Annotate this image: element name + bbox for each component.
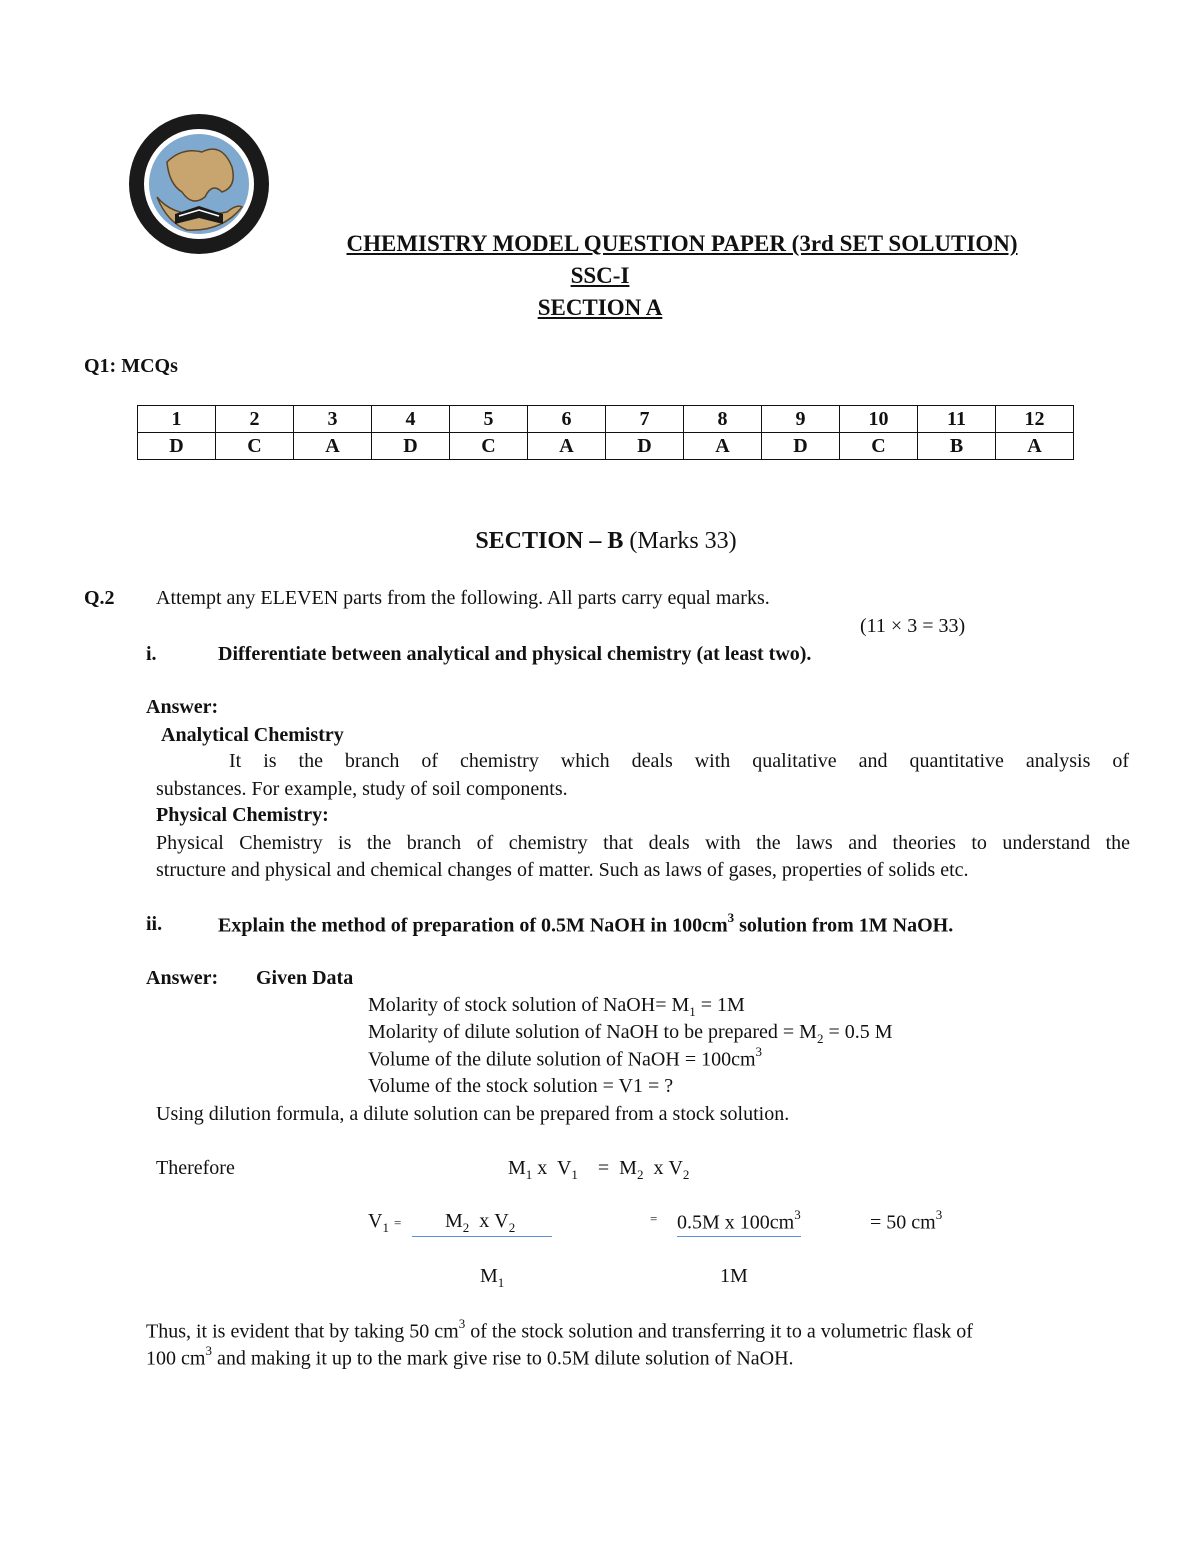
v1-label — [368, 1209, 401, 1236]
mcq-number-cell: 1 — [138, 406, 216, 433]
given-line-1 — [368, 993, 745, 1020]
q2-instruction: Attempt any ELEVEN parts from the following. All parts carry equal marks. — [156, 587, 770, 609]
paper-title: CHEMISTRY MODEL QUESTION PAPER (3rd SET SOLUTION) — [346, 231, 1018, 256]
part-ii-question — [218, 912, 953, 939]
given-text: = 0.5 M — [823, 1021, 893, 1043]
mcq-answer-cell: D — [762, 433, 840, 460]
equals-small: = — [650, 1211, 658, 1226]
given-text: = 1M — [695, 994, 745, 1016]
mcq-number-cell: 3 — [294, 406, 372, 433]
given-text: Molarity of stock solution of NaOH= M — [368, 994, 690, 1016]
subscript: 2 — [816, 1031, 824, 1046]
conclusion-text: and making it up to the mark give rise to 0.5M dilute solution of NaOH. — [211, 1347, 794, 1370]
physical-heading: Physical Chemistry: — [156, 804, 329, 826]
superscript: 3 — [727, 910, 735, 925]
physical-text-line1: Physical Chemistry is the branch of chemistry that deals with the laws and theories to understand the — [156, 832, 1130, 854]
part-i-number: i. — [146, 643, 157, 665]
eq-symbol: x — [479, 1210, 490, 1232]
section-b-marks: (Marks 33) — [629, 528, 737, 554]
mcq-numbers-row — [138, 406, 1074, 433]
mcq-answer-cell: A — [684, 433, 762, 460]
conclusion-line-2 — [146, 1345, 794, 1372]
part-ii-question-text: Explain the method of preparation of 0.5M NaOH in 100cm — [218, 914, 728, 937]
analytical-text-line1: It is the branch of chemistry which deals with qualitative and quantitative analysis of — [229, 750, 1129, 772]
mcq-number-cell: 5 — [450, 406, 528, 433]
mcq-number-cell: 9 — [762, 406, 840, 433]
subscript: 1 — [571, 1167, 578, 1182]
analytical-text-line2: substances. For example, study of soil components. — [156, 778, 568, 800]
subscript: 1 — [382, 1220, 389, 1235]
mcq-number-cell: 12 — [996, 406, 1074, 433]
superscript: 3 — [935, 1207, 943, 1222]
frac-text: 0.5M x 100cm — [677, 1211, 795, 1234]
fraction-2-denominator: 1M — [720, 1265, 748, 1287]
given-line-3 — [368, 1046, 762, 1073]
eq-symbol: V — [494, 1210, 509, 1232]
mcq-answers-row — [138, 433, 1074, 460]
given-text: Molarity of dilute solution of NaOH to be prepared = M — [368, 1021, 817, 1043]
eq-symbol: x — [653, 1157, 664, 1179]
subscript: 1 — [689, 1004, 696, 1019]
q1-label: Q1: MCQs — [84, 355, 178, 377]
mcq-number-cell: 11 — [918, 406, 996, 433]
mcq-answer-cell: D — [138, 433, 216, 460]
subscript: 2 — [508, 1220, 516, 1235]
eq-symbol: M — [508, 1157, 526, 1179]
fraction-2-numerator — [677, 1209, 801, 1237]
mcq-answer-table — [137, 405, 1074, 460]
eq-symbol: x — [537, 1157, 548, 1179]
mcq-answer-cell: D — [372, 433, 450, 460]
mcq-number-cell: 4 — [372, 406, 450, 433]
part-i-answer-label: Answer: — [146, 696, 219, 718]
mcq-answer-cell: A — [528, 433, 606, 460]
superscript: 3 — [794, 1207, 801, 1222]
subscript: 2 — [636, 1167, 644, 1182]
given-line-4: Volume of the stock solution = V1 = ? — [368, 1075, 674, 1097]
eq-symbol: V — [668, 1157, 683, 1179]
analytical-heading: Analytical Chemistry — [161, 724, 344, 746]
superscript: 3 — [755, 1044, 763, 1059]
level-title: SSC-I — [570, 263, 630, 288]
physical-text-line2: structure and physical and chemical changes of matter. Such as laws of gases, properties of solids etc. — [156, 859, 969, 881]
subscript: 2 — [682, 1167, 690, 1182]
mcq-answer-cell: B — [918, 433, 996, 460]
given-text: Volume of the dilute solution of NaOH = 100cm — [368, 1048, 756, 1071]
conclusion-text: of the stock solution and transferring it to a volumetric flask of — [465, 1320, 973, 1343]
mcq-answer-cell: C — [840, 433, 918, 460]
dilution-equation — [508, 1156, 689, 1183]
q2-label: Q.2 — [84, 587, 115, 609]
given-data-heading: Given Data — [256, 967, 354, 989]
section-b-title: SECTION – B — [475, 528, 624, 554]
section-a-title: SECTION A — [537, 295, 663, 320]
section-b-heading — [0, 526, 1200, 556]
eq-symbol: V — [368, 1210, 383, 1232]
part-ii-answer-label: Answer: — [146, 967, 219, 989]
mcq-number-cell: 2 — [216, 406, 294, 433]
part-i-question: Differentiate between analytical and physical chemistry (at least two). — [218, 643, 812, 665]
eq-symbol: V — [556, 1157, 572, 1179]
mcq-number-cell: 7 — [606, 406, 684, 433]
mcq-number-cell: 8 — [684, 406, 762, 433]
mcq-answer-cell: C — [216, 433, 294, 460]
conclusion-line-1 — [146, 1318, 973, 1345]
superscript: 3 — [458, 1316, 466, 1331]
subscript: 1 — [497, 1275, 505, 1290]
conclusion-text: 100 cm — [146, 1347, 206, 1370]
given-line-2 — [368, 1020, 893, 1047]
conclusion-text: Thus, it is evident that by taking 50 cm — [146, 1320, 459, 1343]
therefore-label: Therefore — [156, 1157, 235, 1179]
dilution-text: Using dilution formula, a dilute solution can be prepared from a stock solution. — [156, 1103, 790, 1125]
fraction-1-denominator — [480, 1264, 504, 1291]
subscript: 2 — [462, 1220, 470, 1235]
part-ii-question-text: solution from 1M NaOH. — [734, 914, 954, 937]
eq-symbol: = — [597, 1157, 610, 1179]
result-text: = 50 cm — [870, 1211, 936, 1234]
mcq-answer-cell: A — [294, 433, 372, 460]
superscript: 3 — [205, 1343, 212, 1358]
fraction-1-numerator — [412, 1209, 552, 1237]
eq-symbol: = — [393, 1215, 402, 1230]
eq-symbol: M — [480, 1265, 498, 1287]
mcq-answer-cell: D — [606, 433, 684, 460]
result-value — [870, 1209, 942, 1236]
part-ii-number: ii. — [146, 913, 163, 935]
mcq-number-cell: 10 — [840, 406, 918, 433]
eq-symbol: M — [445, 1210, 463, 1232]
mcq-number-cell: 6 — [528, 406, 606, 433]
mcq-answer-cell: A — [996, 433, 1074, 460]
q2-marks-formula: (11 × 3 = 33) — [860, 615, 966, 637]
mcq-answer-cell: C — [450, 433, 528, 460]
eq-symbol: M — [619, 1157, 637, 1179]
subscript: 1 — [525, 1167, 533, 1182]
